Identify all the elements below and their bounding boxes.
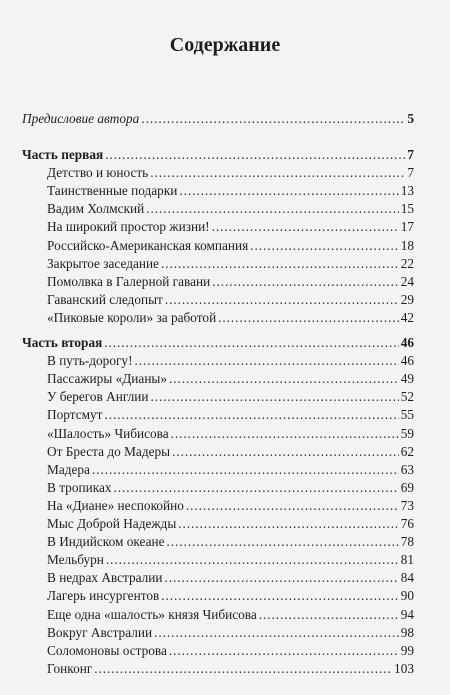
chapter-entry	[47, 533, 414, 551]
page-number: 90	[400, 588, 414, 604]
dot-leader	[154, 624, 399, 642]
page-number: 63	[400, 461, 414, 477]
entry-title: Таинственные подарки	[47, 183, 178, 199]
page-number: 103	[394, 660, 414, 676]
chapter-entry	[47, 406, 414, 424]
dot-leader	[146, 200, 398, 218]
entry-title: На «Диане» неспокойно	[47, 497, 184, 513]
page-number: 94	[400, 606, 414, 622]
entry-title: Гаванский следопыт	[47, 291, 163, 307]
page-number: 7	[407, 165, 414, 181]
dot-leader	[169, 642, 399, 660]
chapter-entry	[47, 291, 414, 309]
page-number: 76	[400, 516, 414, 531]
dot-leader	[94, 660, 392, 678]
dot-leader	[106, 551, 399, 569]
chapter-entry	[47, 200, 414, 218]
page-number: 46	[400, 353, 414, 369]
dot-leader	[169, 370, 399, 388]
dot-leader	[250, 237, 398, 255]
page-number: 49	[400, 371, 414, 387]
entry-title: Соломоновы острова	[47, 642, 167, 658]
page-number: 22	[400, 255, 414, 271]
chapter-entry	[47, 497, 414, 515]
preface-entry	[22, 110, 414, 128]
chapter-entry	[47, 352, 414, 370]
page-number: 78	[400, 534, 414, 550]
dot-leader	[92, 461, 399, 479]
entry-title: Российско-Американская компания	[47, 237, 249, 253]
dot-leader	[141, 110, 405, 128]
entry-title: В Индийском океане	[47, 534, 165, 550]
chapter-entry	[47, 642, 414, 660]
dot-leader	[104, 406, 398, 424]
chapter-entry	[47, 624, 414, 642]
dot-leader	[135, 352, 399, 370]
page-number: 98	[400, 624, 414, 640]
chapter-entry	[47, 309, 414, 327]
chapter-entry	[47, 461, 414, 479]
page-number: 7	[407, 147, 414, 162]
dot-leader	[151, 388, 399, 406]
page-number: 81	[400, 552, 414, 568]
page-number: 84	[400, 570, 414, 586]
chapter-entry	[47, 255, 414, 273]
dot-leader	[114, 479, 399, 497]
entry-title: «Шалость» Чибисова	[47, 425, 169, 441]
entry-title: Часть вторая	[22, 335, 103, 350]
page-number: 52	[400, 389, 414, 405]
entry-title: Пассажиры «Дианы»	[47, 371, 168, 387]
chapter-entry	[47, 273, 414, 291]
page-number: 62	[400, 443, 414, 459]
page-number: 29	[400, 291, 414, 307]
entry-title: Вокруг Австралии	[47, 624, 153, 640]
page-number: 59	[400, 425, 414, 441]
chapter-entry	[47, 182, 414, 200]
dot-leader	[218, 309, 399, 327]
chapter-entry	[47, 587, 414, 605]
entry-title: Вадим Холмский	[47, 201, 145, 217]
chapter-entry	[47, 606, 414, 624]
dot-leader	[259, 606, 399, 624]
entry-title: На широкий простор жизни!	[47, 219, 210, 235]
page-number: 5	[407, 111, 414, 126]
dot-leader	[150, 164, 405, 182]
dot-leader	[165, 569, 399, 587]
dot-leader	[165, 291, 399, 309]
page-number: 15	[400, 201, 414, 217]
dot-leader	[104, 334, 398, 352]
part-heading	[22, 334, 414, 352]
page-number: 99	[400, 642, 414, 658]
dot-leader	[186, 497, 399, 515]
page-number: 55	[400, 407, 414, 423]
chapter-entry	[47, 164, 414, 182]
entry-title: Мыс Доброй Надежды	[47, 516, 177, 531]
entry-title: Предисловие автора	[22, 111, 140, 126]
chapter-entry	[47, 515, 414, 533]
dot-leader	[105, 146, 405, 164]
chapter-entry	[47, 425, 414, 443]
page-number: 46	[400, 335, 414, 350]
entry-title: «Пиковые короли» за работой	[47, 309, 217, 325]
page-number: 69	[400, 479, 414, 495]
page-number: 42	[400, 309, 414, 325]
chapter-entry	[47, 443, 414, 461]
dot-leader	[178, 515, 398, 533]
entry-title: В тропиках	[47, 479, 112, 495]
entry-title: Гонконг	[47, 660, 93, 676]
entry-title: Мельбурн	[47, 552, 104, 568]
dot-leader	[179, 182, 398, 200]
part-heading	[22, 146, 414, 164]
chapter-entry	[47, 660, 414, 678]
chapter-entry	[47, 237, 414, 255]
entry-title: Помолвка в Галерной гавани	[47, 273, 211, 289]
entry-title: У берегов Англии	[47, 389, 149, 405]
dot-leader	[161, 587, 398, 605]
entry-title: Еще одна «шалость» князя Чибисова	[47, 606, 257, 622]
dot-leader	[167, 533, 399, 551]
entry-title: Закрытое заседание	[47, 255, 160, 271]
page-number: 17	[400, 219, 414, 235]
entry-title: Детство и юность	[47, 165, 149, 181]
entry-title: Часть первая	[22, 147, 104, 162]
dot-leader	[212, 273, 398, 291]
chapter-entry	[47, 218, 414, 236]
entry-title: Портсмут	[47, 407, 103, 423]
dot-leader	[171, 425, 399, 443]
page-number: 13	[400, 183, 414, 199]
entry-title: В недрах Австралии	[47, 570, 163, 586]
chapter-entry	[47, 479, 414, 497]
chapter-entry	[47, 388, 414, 406]
entry-title: Лагерь инсургентов	[47, 588, 160, 604]
chapter-entry	[47, 370, 414, 388]
page-number: 18	[400, 237, 414, 253]
dot-leader	[172, 443, 399, 461]
entry-title: В путь-дорогу!	[47, 353, 133, 369]
dot-leader	[161, 255, 399, 273]
page-number: 24	[400, 273, 414, 289]
dot-leader	[212, 218, 399, 236]
chapter-entry	[47, 551, 414, 569]
page-title: Содержание	[169, 34, 281, 56]
page-number: 73	[400, 497, 414, 513]
entry-title: Мадера	[47, 461, 90, 477]
entry-title: От Бреста до Мадеры	[47, 443, 171, 459]
chapter-entry	[47, 569, 414, 587]
